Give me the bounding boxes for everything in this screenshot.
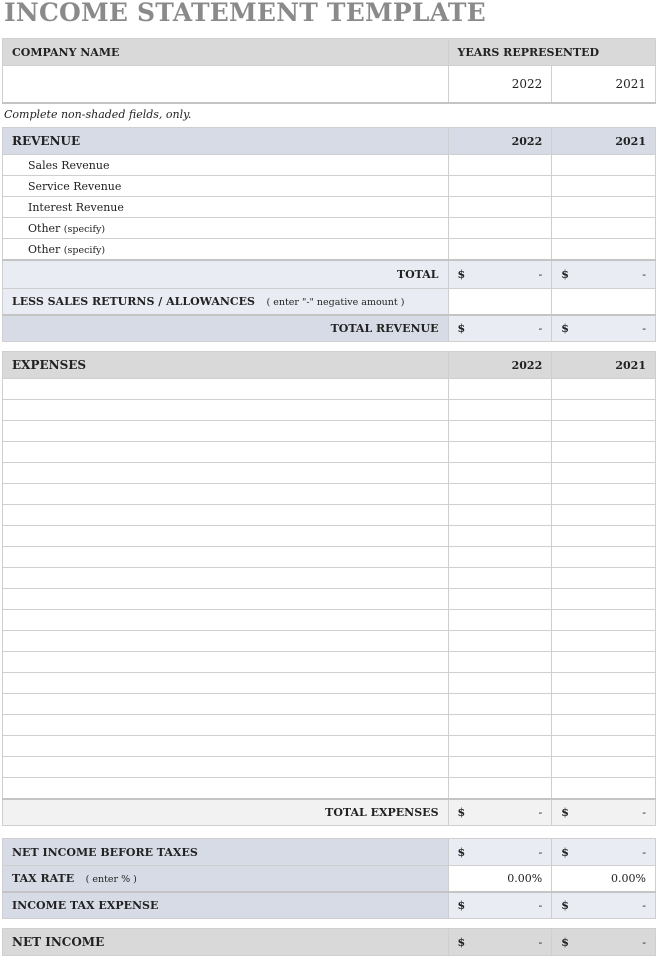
expense-amount-input[interactable] [448, 547, 552, 568]
company-header-table [2, 38, 656, 104]
total-revenue-label: TOTAL REVENUE [3, 315, 449, 342]
page-title: INCOME STATEMENT TEMPLATE [4, 0, 486, 27]
income-tax-expense-1: $ - [448, 892, 552, 919]
expense-amount-input[interactable] [552, 379, 656, 400]
expense-amount-input[interactable] [448, 568, 552, 589]
expense-amount-input[interactable] [448, 526, 552, 547]
revenue-cell[interactable] [552, 176, 656, 197]
revenue-item-label: Other [28, 242, 61, 256]
total-expenses-2: $ - [552, 799, 656, 826]
expense-item-input[interactable] [3, 715, 449, 736]
expense-item-input[interactable] [3, 547, 449, 568]
specify-hint: (specify) [63, 223, 106, 235]
net-income-label: NET INCOME [3, 929, 449, 956]
expense-amount-input[interactable] [448, 505, 552, 526]
revenue-item-label: Interest Revenue [3, 197, 449, 218]
expense-amount-input[interactable] [448, 757, 552, 778]
expense-amount-input[interactable] [552, 757, 656, 778]
expense-amount-input[interactable] [448, 673, 552, 694]
net-before-taxes-2: $ - [552, 839, 656, 866]
expense-amount-input[interactable] [448, 463, 552, 484]
revenue-cell[interactable] [552, 218, 656, 239]
net-income-1: $ - [448, 929, 552, 956]
tax-rate-input-2[interactable]: 0.00% [552, 866, 656, 893]
expense-item-input[interactable] [3, 778, 449, 800]
less-returns-input-2[interactable] [552, 289, 656, 316]
net-income-table [2, 928, 656, 956]
expense-amount-input[interactable] [448, 736, 552, 757]
revenue-total-1: $ - [448, 260, 552, 289]
summary-table [2, 838, 656, 919]
revenue-table [2, 127, 656, 342]
expense-row [3, 442, 656, 463]
expense-amount-input[interactable] [552, 715, 656, 736]
expense-row [3, 484, 656, 505]
revenue-year-2: 2021 [552, 128, 656, 155]
expense-amount-input[interactable] [448, 589, 552, 610]
expense-amount-input[interactable] [448, 400, 552, 421]
expense-amount-input[interactable] [552, 589, 656, 610]
revenue-cell[interactable] [448, 197, 552, 218]
expense-amount-input[interactable] [448, 694, 552, 715]
expense-amount-input[interactable] [552, 526, 656, 547]
expense-row [3, 547, 656, 568]
specify-hint: (specify) [63, 244, 106, 256]
expense-item-input[interactable] [3, 421, 449, 442]
total-expenses-1: $ - [448, 799, 552, 826]
revenue-item-label: Other [28, 221, 61, 235]
revenue-item-other [3, 239, 449, 261]
expenses-table [2, 351, 656, 826]
expense-amount-input[interactable] [552, 736, 656, 757]
expense-item-input[interactable] [3, 757, 449, 778]
expense-item-input[interactable] [3, 589, 449, 610]
expense-row [3, 652, 656, 673]
expense-row [3, 526, 656, 547]
expense-amount-input[interactable] [448, 610, 552, 631]
expenses-heading: EXPENSES [3, 352, 449, 379]
expense-amount-input[interactable] [552, 421, 656, 442]
revenue-heading: REVENUE [3, 128, 449, 155]
expense-amount-input[interactable] [448, 631, 552, 652]
expense-row [3, 736, 656, 757]
expense-row [3, 694, 656, 715]
expense-amount-input[interactable] [552, 694, 656, 715]
revenue-total-label: TOTAL [3, 260, 449, 289]
expense-amount-input[interactable] [552, 610, 656, 631]
expense-item-input[interactable] [3, 463, 449, 484]
expense-row [3, 379, 656, 400]
less-returns-input-1[interactable] [448, 289, 552, 316]
expense-row [3, 505, 656, 526]
less-returns-label: LESS SALES RETURNS / ALLOWANCES ( enter "-" negative amount ) [3, 289, 449, 316]
expense-item-input[interactable] [3, 736, 449, 757]
expense-item-input[interactable] [3, 652, 449, 673]
revenue-item-other [3, 218, 449, 239]
expense-item-input[interactable] [3, 673, 449, 694]
income-tax-expense-2: $ - [552, 892, 656, 919]
expense-row [3, 568, 656, 589]
expense-row [3, 400, 656, 421]
company-name-label: COMPANY NAME [3, 39, 449, 66]
revenue-year-1: 2022 [448, 128, 552, 155]
revenue-cell[interactable] [552, 239, 656, 261]
expense-item-input[interactable] [3, 610, 449, 631]
expense-amount-input[interactable] [552, 652, 656, 673]
revenue-cell[interactable] [448, 239, 552, 261]
revenue-cell[interactable] [448, 155, 552, 176]
expense-item-input[interactable] [3, 505, 449, 526]
total-revenue-1: $ - [448, 315, 552, 342]
expense-row [3, 757, 656, 778]
expense-row [3, 589, 656, 610]
expense-amount-input[interactable] [552, 400, 656, 421]
net-income-before-taxes-label: NET INCOME BEFORE TAXES [3, 839, 449, 866]
year-1-input[interactable]: 2022 [448, 66, 552, 104]
income-tax-expense-label: INCOME TAX EXPENSE [3, 892, 449, 919]
expense-item-input[interactable] [3, 694, 449, 715]
expenses-year-1: 2022 [448, 352, 552, 379]
expense-amount-input[interactable] [552, 463, 656, 484]
expense-item-input[interactable] [3, 379, 449, 400]
revenue-item-label: Sales Revenue [3, 155, 449, 176]
revenue-total-2: $ - [552, 260, 656, 289]
revenue-cell[interactable] [552, 197, 656, 218]
revenue-item-label: Service Revenue [3, 176, 449, 197]
expense-amount-input[interactable] [552, 547, 656, 568]
tax-rate-label: TAX RATE ( enter % ) [3, 866, 449, 893]
expense-item-input[interactable] [3, 568, 449, 589]
expense-amount-input[interactable] [448, 421, 552, 442]
expense-row [3, 778, 656, 800]
expense-amount-input[interactable] [552, 673, 656, 694]
expense-item-input[interactable] [3, 631, 449, 652]
expense-row [3, 715, 656, 736]
expense-amount-input[interactable] [448, 442, 552, 463]
expense-item-input[interactable] [3, 400, 449, 421]
net-before-taxes-1: $ - [448, 839, 552, 866]
expense-amount-input[interactable] [448, 652, 552, 673]
instruction-note: Complete non-shaded fields, only. [4, 108, 192, 121]
revenue-cell[interactable] [552, 155, 656, 176]
expense-amount-input[interactable] [448, 778, 552, 800]
revenue-cell[interactable] [448, 218, 552, 239]
net-income-2: $ - [552, 929, 656, 956]
expense-item-input[interactable] [3, 484, 449, 505]
expense-amount-input[interactable] [552, 442, 656, 463]
expense-item-input[interactable] [3, 526, 449, 547]
expense-amount-input[interactable] [552, 778, 656, 800]
expenses-year-2: 2021 [552, 352, 656, 379]
expense-amount-input[interactable] [552, 568, 656, 589]
total-expenses-label: TOTAL EXPENSES [3, 799, 449, 826]
revenue-cell[interactable] [448, 176, 552, 197]
expense-item-input[interactable] [3, 442, 449, 463]
expense-amount-input[interactable] [448, 484, 552, 505]
expense-amount-input[interactable] [552, 631, 656, 652]
expense-row [3, 673, 656, 694]
tax-rate-input-1[interactable]: 0.00% [448, 866, 552, 893]
expense-row [3, 421, 656, 442]
expense-amount-input[interactable] [448, 379, 552, 400]
total-revenue-2: $ - [552, 315, 656, 342]
years-represented-label: YEARS REPRESENTED [448, 39, 656, 66]
expense-row [3, 610, 656, 631]
expense-amount-input[interactable] [448, 715, 552, 736]
year-2-input[interactable]: 2021 [552, 66, 656, 104]
expense-row [3, 463, 656, 484]
expense-amount-input[interactable] [552, 484, 656, 505]
company-name-input[interactable] [3, 66, 449, 104]
expense-row [3, 631, 656, 652]
expense-amount-input[interactable] [552, 505, 656, 526]
